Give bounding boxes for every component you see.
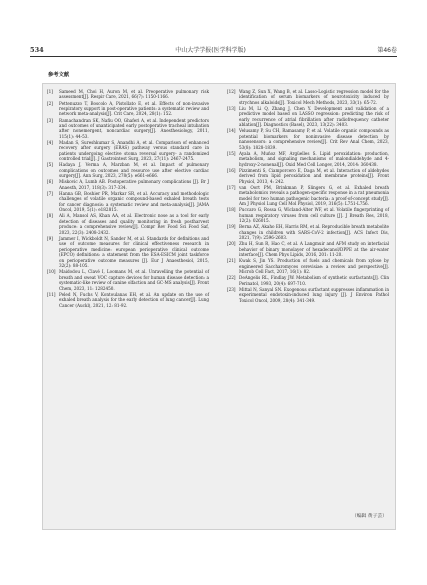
reference-number: [6]: [47, 179, 53, 185]
reference-entry: [227, 185, 389, 207]
running-header: [30, 40, 397, 54]
reference-entry: [47, 213, 209, 235]
reference-text: Berna AZ, Akaho EH, Harris RM, et al. Reproducible breath metabolite changes in children with SARS-CoV-2 infection[J]. ACS Infect Dis, 2021, 7(9): 2596-2603.: [239, 224, 389, 241]
reference-text: Hanna GB, Boshier PR, Markar SR, et al. Accuracy and methodologic challenges of volatile organic compound-based exhaled breath tests for cancer diagnosis: a systematic review and meta-analysis[J]. JAMA Oncol, 2019, 5(1): e182815.: [59, 191, 209, 213]
reference-entry: [47, 101, 209, 117]
reference-number: [23]: [227, 286, 236, 292]
reference-number: [3]: [47, 117, 53, 123]
reference-text: Zhu H, Sun R, Hao C, et al. A Langmuir and AFM study on interfacial behavior of binary monolayer of hexadecanol/DPPE at the air-water interface[J]. Chem Phys Lipids, 2016, 201: 11-20.: [239, 241, 389, 258]
reference-entry: [227, 89, 389, 105]
journal-name: 中山大学学报(医学科学版): [175, 47, 246, 54]
reference-text: Kwak S, Jin YS. Production of fuels and chemicals from xylose by engineered Saccharomyces cerevisiae: a review and perspective[J]. Microb Cell Fact, 2017, 16(1): 82.: [239, 258, 389, 275]
reference-number: [16]: [227, 167, 236, 173]
reference-number: [21]: [227, 258, 236, 264]
header-divider: [30, 56, 397, 57]
references-box: [42, 83, 396, 530]
reference-text: Pettenuzzo T, Boscolo A, Pistollato E, et al. Effects of non-invasive respiratory support in post-operative patients: a systematic review and network meta-analysis[J]. Crit Care, 2024, 28(1): 152.: [59, 100, 209, 117]
references-column-left: [47, 89, 209, 309]
reference-entry: [227, 224, 389, 240]
reference-entry: [227, 151, 389, 167]
reference-entry: [47, 118, 209, 140]
reference-number: [8]: [47, 213, 53, 219]
reference-number: [22]: [227, 275, 236, 281]
reference-entry: [227, 287, 389, 303]
reference-number: [20]: [227, 241, 236, 247]
reference-text: Maidodou L, Clavé I, Loomans M, et al. Unravelling the potential of breath and sweat VOC capture devices for human disease detection: a systematic-like review of canine olfaction and GC-MS analysis[J]. Front Chem, 2023, 11: 1282450.: [59, 269, 209, 291]
reference-entry: [47, 140, 209, 162]
reference-number: [11]: [47, 291, 56, 297]
reference-text: DeAngelis RL, Findlay JW. Metabolism of synthetic surfactants[J]. Clin Perinatol, 1993, 20(4): 697-710.: [239, 275, 389, 286]
reference-number: [2]: [47, 100, 53, 106]
page-number: 534: [30, 46, 44, 54]
reference-text: Velusamy P, Su CH, Ramasamy P, et al. Volatile organic compounds as potential biomarkers for noninvasive disease detection by nanosensors: a comprehensive review[J]. Crit Rev Anal Chem, 2023, 53(8): 1828-1839.: [239, 128, 389, 150]
reference-text: van Oort PM, Brinkman P, Slingers G, et al. Exhaled breath metabolomics reveals a pathogen-specific response in a rat pneumonia model for two human pathogenic bacteria: a proof-of-concept study[J]. Am J Physiol Lung Cell Mol Physiol, 2019, 316(5): L751-L756.: [239, 184, 389, 207]
reference-text: Hadaya J, Verma A, Marzban M, et al. Impact of pulmonary complications on outcomes and resource use after elective cardiac surgery[J]. Ann Surg, 2023, 278(5): e661-e666.: [59, 162, 209, 179]
reference-entry: [47, 89, 209, 100]
reference-number: [5]: [47, 162, 53, 168]
reference-number: [19]: [227, 224, 236, 230]
reference-entry: [47, 292, 209, 308]
reference-number: [7]: [47, 191, 53, 196]
reference-number: [10]: [47, 269, 56, 275]
reference-text: Madan S, Sureshkumar S, Anandhi A, et al. Comparison of enhanced recovery after surgery (ERAS) pathway versus standard care in patients undergoing elective stoma reversal surgery- a randomized controlled trial[J]. J Gastrointest Surg, 2023, 27(11): 2467-2475.: [59, 140, 209, 162]
reference-number: [17]: [227, 184, 236, 190]
volume-label: 第46卷: [377, 47, 397, 54]
references-column-right: [227, 89, 389, 304]
reference-entry: [47, 179, 209, 190]
reference-text: Sameed M, Choi H, Auron M, et al. Preoperative pulmonary risk assessment[J]. Respir Care, 2021, 66(7): 1150-1166.: [59, 89, 209, 100]
reference-entry: [227, 275, 389, 286]
reference-text: Liu M, Li Q, Zhang J, Chen Y. Development and validation of a predictive model based on LASSO regression: predicting the risk of early recurrence of atrial fibrillation after radiofrequency catheter ablation[J]. Diagnostics (Basel), 2023, 13(22): 3403.: [239, 106, 389, 128]
reference-text: Ayala A, Muñoz MF, Argüelles S. Lipid peroxidation: production, metabolism, and signaling mechanisms of malondialdehyde and 4-hydroxy-2-nonenal[J]. Oxid Med Cell Longev, 2014, 2014: 360438.: [239, 150, 389, 167]
reference-text: Pizzimenti S, Ciamporcero E, Daga M, et al. Interaction of aldehydes derived from lipid peroxidation and membrane proteins[J]. Front Physiol, 2013, 4: 242.: [239, 167, 389, 184]
section-title: 参考文献: [48, 72, 70, 78]
reference-entry: [47, 236, 209, 269]
reference-number: [13]: [227, 106, 236, 111]
reference-entry: [227, 128, 389, 150]
editor-note: （编辑 黄子芸）: [351, 514, 387, 519]
reference-entry: [227, 241, 389, 257]
reference-number: [18]: [227, 207, 236, 213]
reference-number: [9]: [47, 235, 53, 241]
reference-number: [1]: [47, 89, 53, 94]
reference-number: [15]: [227, 150, 236, 156]
reference-entry: [47, 162, 209, 178]
reference-text: Puccaro G, Rossa G, Wicland-Alter WF, et al. Volatile fingerprinting of human respiratory viruses from cell culture [J]. J Breath Res, 2018, 12(2): 026015.: [239, 207, 389, 224]
reference-number: [14]: [227, 128, 236, 134]
reference-text: Ali A, Mansol AS, Khan AA, et al. Electronic nose as a tool for early detection of diseases and quality monitoring in fresh postharvest produce: a comprehensive review[J]. Compr Rev Food Sci Food Saf, 2023, 22(3): 2408-2432.: [59, 213, 209, 235]
reference-entry: [47, 269, 209, 291]
reference-number: [12]: [227, 89, 236, 94]
reference-text: Ramachandran SK, Nafiu OO, Ghaferi A, et al. Independent predictors and outcomes of unanticipated early postoperative tracheal intubation after nonemergent, noncardiac surgery[J]. Anesthesiology, 2011, 115(1): 44-53.: [59, 117, 209, 139]
reference-entry: [47, 191, 209, 213]
reference-text: Mittal N, Sanyal SN. Exogenous surfactant suppresses inflammation in experimental endotoxin-induced lung injury [J]. J Environ Pathol Toxicol Oncol, 2009, 28(4): 341-349.: [239, 286, 389, 303]
reference-number: [4]: [47, 140, 53, 145]
reference-text: Miskovic A, Lumb AB. Postoperative pulmonary complications [J]. Br J Anaesth, 2017, 118(3): 317-334.: [59, 179, 209, 190]
reference-entry: [227, 168, 389, 184]
reference-entry: [227, 106, 389, 128]
reference-entry: [227, 207, 389, 223]
reference-text: Jammer I, Wickboldt N, Sander M, et al. Standards for definitions and use of outcome measures for clinical effectiveness research in perioperative medicine: european perioperative clinical outcome (EPCO) definitions: a statement from the ESA-ESICM joint taskforce on perioperative outcome measures [J]. Eur J Anaesthesiol, 2015, 32(2): 88-105.: [59, 235, 209, 269]
reference-text: Wang Z, Sun X, Wang B, et al. Lasso-Logistic regression model for the identification of serum biomarkers of neurotoxicity induced by strychnos alkaloids[J]. Toxicol Mech Methods, 2023, 33(1): 65-72.: [239, 89, 389, 105]
reference-entry: [227, 258, 389, 274]
reference-text: Peled N, Fuchs V, Kontoulanas EH, et al. An update on the use of exhaled breath analysis for the early detection of lung cancer[J]. Lung Cancer (Auckl), 2021, 12: 81-92.: [59, 291, 209, 308]
